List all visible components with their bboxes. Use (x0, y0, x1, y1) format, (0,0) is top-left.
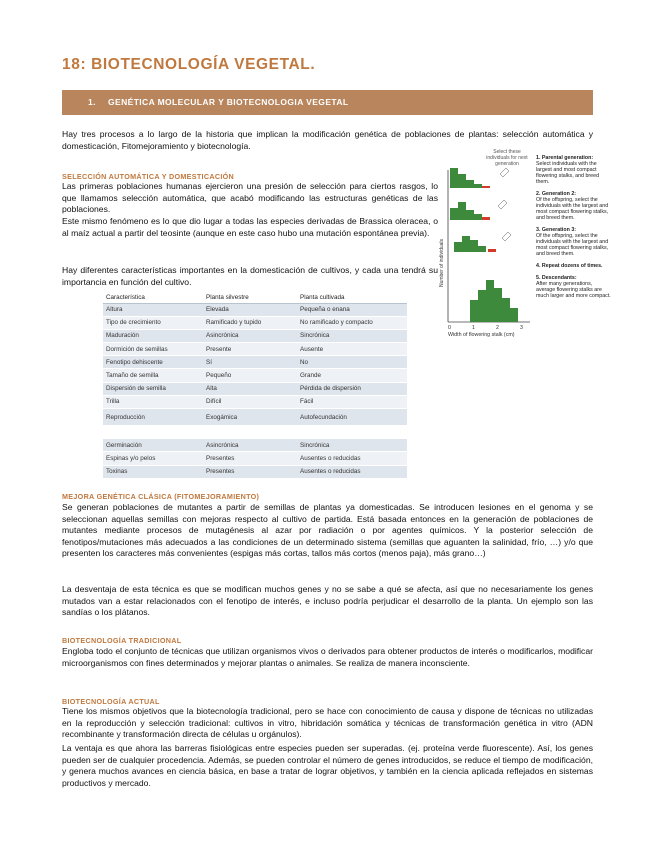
table-row (103, 382, 407, 395)
table-row (103, 303, 407, 316)
figure-step: 1. Parental generation: Select individuals with the largest and most compact flowering stalks, and breed them. (536, 155, 600, 185)
table-cell: Alta (203, 382, 297, 395)
figure-top-label: Select these individuals for next generation (486, 149, 528, 167)
table-cell: Fácil (297, 395, 407, 408)
figure-steps (536, 155, 611, 305)
table-cell: Reproducción (103, 409, 203, 426)
table-spacer (103, 426, 407, 439)
table-cell: Dormición de semillas (103, 343, 203, 356)
heading-seleccion: SELECCIÓN AUTOMÁTICA Y DOMESTICACIÓN (62, 172, 234, 181)
table-row (103, 329, 407, 342)
heading-tradicional: BIOTECNOLOGÍA TRADICIONAL (62, 636, 182, 645)
histogram-gen1 (450, 168, 509, 188)
heading-mejora: MEJORA GENÉTICA CLÁSICA (FITOMEJORAMIENTO) (62, 492, 260, 501)
actual-p2: La ventaja es que ahora las barreras fisiológicas entre especies pueden ser superadas. (ej. proteína verde fluorescente). Así, los genes pueden ser de cualquier procedencia. Además, se pueden controlar el número de genes introducidos, se reduce el tiempo de modificación, y genera muchos avances en ciencia básica, en base a tratar de lograr objetivos, y también en la ciencia aplicada reflejados en sistemas productivos y mercado. (62, 743, 593, 788)
mejora-p2: La desventaja de esta técnica es que se modifican muchos genes y no se sabe a qué se afecta, así que no necesariamente los genes mutados van a estar relacionados con el fenotipo de interés, e incluso podría perjudicar el desarrollo de la planta. Un ejemplo son las sandías o los plátanos. (62, 584, 593, 617)
table-header-row (103, 292, 407, 303)
figure-step: 2. Generation 2: Of the offspring, select the individuals with the largest and most compact flowering stalks, and breed them. (536, 191, 609, 221)
histogram-descendants (470, 280, 518, 322)
table-row (103, 369, 407, 382)
x-tick: 3 (520, 325, 523, 331)
table-row (103, 439, 407, 452)
table-cell: Pequeña o enana (297, 303, 407, 316)
table-cell: Dispersión de semilla (103, 382, 203, 395)
figure-step: 3. Generation 3: Of the offspring, select the individuals with the largest and most compact flowering stalks, and breed them. (536, 227, 609, 257)
table-cell: Presente (203, 343, 297, 356)
histogram-gen2 (450, 200, 507, 220)
table-cell: Presentes (203, 465, 297, 478)
table-row (103, 316, 407, 329)
table-cell: No ramificado y compacto (297, 316, 407, 329)
table-row (103, 409, 407, 426)
table-cell: Presentes (203, 452, 297, 465)
table-cell: Grande (297, 369, 407, 382)
tradicional-p1: Engloba todo el conjunto de técnicas que utilizan organismos vivos o derivados para obtener productos de interés o modificarlos, modificar microorganismos con fines determinados y mejorar plantas o animales. Se realiza de manera inconsciente. (62, 646, 593, 668)
table-cell: Altura (103, 303, 203, 316)
mejora-p1: Se generan poblaciones de mutantes a partir de semillas de plantas ya domesticadas. Se introducen lesiones en el genoma y se seleccionan aquellas semillas con mejoras respecto al cultivo de partida. Está basada entonces en la generación de poblaciones de mutantes mediante procesos de mutagénesis al azar por radiación o por agentes químicos. Y la posterior selección de fenotipos/mutaciones más adecuados a las condiciones de un determinado sistema (semillas que aguanten la salinidad, frío, …) y/o que presenten los caracteres más convenientes (espigas más cortas, tallos más cortos (menos paja), más grano…) (62, 502, 593, 558)
intro-paragraph: Hay tres procesos a lo largo de la historia que implican la modificación genética de poblaciones de plantas: selección automática y domesticación, Fitomejoramiento y biotecnología. (62, 129, 593, 151)
table-cell: Tamaño de semilla (103, 369, 203, 382)
table-cell: Pequeño (203, 369, 297, 382)
table-cell: Ausente (297, 343, 407, 356)
figure-y-label: Number of individuals (439, 238, 446, 288)
x-tick: 2 (496, 325, 499, 331)
table-cell: Ausentes o reducidas (297, 465, 407, 478)
histogram-graphic (440, 150, 536, 330)
table-row (103, 343, 407, 356)
histogram-gen3 (454, 232, 511, 252)
table-row (103, 465, 407, 478)
domestication-table (103, 292, 407, 479)
heading-actual: BIOTECNOLOGÍA ACTUAL (62, 697, 160, 706)
figure-x-label: Width of flowering stalk (cm) (448, 332, 515, 338)
section-number: 1. (88, 97, 96, 107)
x-tick: 0 (448, 325, 451, 331)
table-cell: Pérdida de dispersión (297, 382, 407, 395)
figure-step: 4. Repeat dozens of times. (536, 263, 603, 269)
table-cell: Espinas y/o pelos (103, 452, 203, 465)
table-cell: Elevada (203, 303, 297, 316)
figure-step: 5. Descendants: After many generations, average flowering stalks are much larger and more compact. (536, 275, 611, 299)
table-row (103, 395, 407, 408)
page-title: 18: BIOTECNOLOGÍA VEGETAL. (62, 56, 316, 73)
seleccion-p1: Las primeras poblaciones humanas ejercieron una presión de selección para ciertos rasgos, lo que llamamos selección automática, que acabó modificando las estructuras genéticas de las poblaciones. (62, 181, 438, 214)
table-cell: Exogámica (203, 409, 297, 426)
table-header: Característica (103, 292, 203, 303)
table-cell: Asincrónica (203, 329, 297, 342)
section-label: GENÉTICA MOLECULAR Y BIOTECNOLOGIA VEGETAL (108, 97, 349, 107)
section-header (62, 90, 593, 115)
table-cell: Germinación (103, 439, 203, 452)
table-cell: Difícil (203, 395, 297, 408)
table-cell: Trilla (103, 395, 203, 408)
seleccion-p2: Este mismo fenómeno es lo que dio lugar a todas las especies derivadas de Brassica oleracea, o al maíz actual a partir del teosinte (aunque en este caso hubo una mutación espontánea previa). (62, 216, 438, 238)
table-cell: Sincrónica (297, 439, 407, 452)
table-row (103, 452, 407, 465)
actual-p1: Tiene los mismos objetivos que la biotecnología tradicional, pero se hace con conocimiento de causa y dispone de técnicas no utilizadas en la reproducción y selección tradicional: cultivos in vitro, hibridación somática y técnicas de transformación genética in vitro (ADN recombinante y transformación directa de células u orgánulos). (62, 706, 593, 739)
table-cell: Tipo de crecimiento (103, 316, 203, 329)
table-cell: Ramificado y tupido (203, 316, 297, 329)
table-cell: Ausentes o reducidas (297, 452, 407, 465)
x-tick: 1 (472, 325, 475, 331)
table-cell: Asincrónica (203, 439, 297, 452)
table-cell: Sí (203, 356, 297, 369)
table-row (103, 356, 407, 369)
table-cell: No (297, 356, 407, 369)
table-cell: Maduración (103, 329, 203, 342)
table-cell: Sincrónica (297, 329, 407, 342)
table-cell: Toxinas (103, 465, 203, 478)
table-cell: Fenotipo dehiscente (103, 356, 203, 369)
table-header: Planta cultivada (297, 292, 407, 303)
table-header: Planta silvestre (203, 292, 297, 303)
table-cell: Autofecundación (297, 409, 407, 426)
selection-figure (439, 149, 611, 345)
seleccion-p3: Hay diferentes características importantes en la domesticación de cultivos, y cada una tendrá su importancia en función del cultivo. (62, 265, 438, 287)
